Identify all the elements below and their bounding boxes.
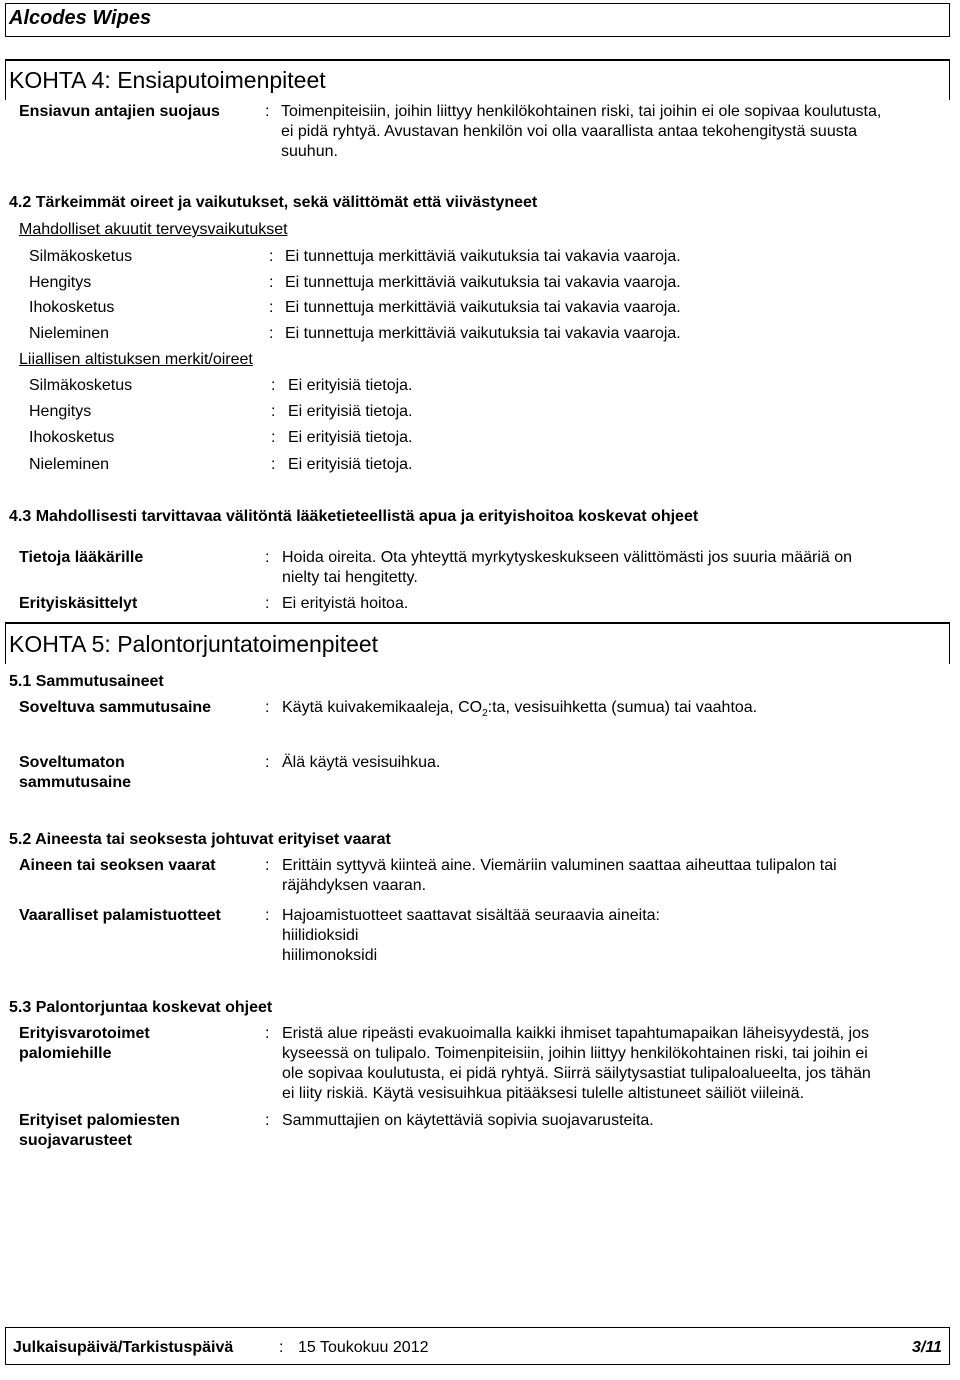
acute-skin-label: Ihokosketus [29,299,115,316]
first-aid-protection-text-1: Toimenpiteisiin, joihin liittyy henkilökohtainen riski, tai joihin ei ole sopivaa koulutusta, [281,103,882,120]
firefighter-precautions-text-3: ole sopivaa koulutusta, ei pidä ryhtyä. Siirrä säilytysastiat tulipaloalueelta, jos tähän [282,1065,871,1082]
firefighter-precautions-text-1: Eristä alue ripeästi evakuoimalla kaikki ihmiset tapahtumapaikan läheisyydestä, jos [282,1025,869,1042]
over-ingestion-label: Nieleminen [29,456,110,473]
subsection-5-2-title: 5.2 Aineesta tai seoksesta johtuvat erityiset vaarat [9,831,391,848]
subsection-4-3-title: 4.3 Mahdollisesti tarvittavaa välitöntä lääketieteellistä apua ja erityishoitoa koskevat ohjeet [9,508,699,525]
colon: : [271,403,276,420]
combustion-products-text-1: Hajoamistuotteet saattavat sisältää seuraavia aineita: [282,907,660,924]
firefighter-precautions-label-1: Erityisvarotoimet [19,1025,150,1042]
hazard-label: Aineen tai seoksen vaarat [19,857,216,874]
subsection-5-3-title: 5.3 Palontorjuntaa koskevat ohjeet [9,999,273,1016]
footer-page-number: 3/11 [912,1339,942,1356]
footer-date-label: Julkaisupäivä/Tarkistuspäivä [13,1339,234,1356]
hazard-text-1: Erittäin syttyvä kiinteä aine. Viemäriin valuminen saattaa aiheuttaa tulipalon tai [282,857,837,874]
over-skin-value: Ei erityisiä tietoja. [288,429,413,446]
colon: : [269,299,274,316]
suitable-media-text [282,698,757,724]
colon: : [265,1112,270,1129]
firefighter-precautions-text-2: kyseessä on tulipalo. Toimenpiteisiin, joihin liittyy henkilökohtainen riski, tai joihin ei [282,1045,868,1062]
colon: : [271,456,276,473]
acute-effects-title: Mahdolliset akuutit terveysvaikutukset [19,221,288,238]
colon: : [269,274,274,291]
suitable-media-text-b: :ta, vesisuihketta (sumua) tai vaahtoa. [487,699,758,716]
special-treatment-label: Erityiskäsittelyt [19,595,138,612]
over-ingestion-value: Ei erityisiä tietoja. [288,456,413,473]
doctor-label: Tietoja lääkärille [19,549,144,566]
over-skin-label: Ihokosketus [29,429,115,446]
product-name: Alcodes Wipes [9,7,152,29]
doctor-text-1: Hoida oireita. Ota yhteyttä myrkytyskeskukseen välittömästi jos suuria määriä on [282,549,853,566]
over-inhalation-value: Ei erityisiä tietoja. [288,403,413,420]
subsection-4-2-title: 4.2 Tärkeimmät oireet ja vaikutukset, sekä välittömät että viivästyneet [9,194,538,211]
first-aid-protection-label: Ensiavun antajien suojaus [19,103,220,120]
doctor-text-2: nielty tai hengitetty. [282,569,418,586]
hazard-text-2: räjähdyksen vaaran. [282,877,427,894]
combustion-products-label: Vaaralliset palamistuotteet [19,907,221,924]
colon: : [271,429,276,446]
suitable-media-label: Soveltuva sammutusaine [19,699,212,716]
first-aid-protection-text-3: suuhun. [281,143,338,160]
acute-skin-value: Ei tunnettuja merkittäviä vaikutuksia tai vakavia vaaroja. [285,299,681,316]
over-inhalation-label: Hengitys [29,403,92,420]
colon: : [279,1339,284,1356]
first-aid-protection-text-2: ei pidä ryhtyä. Avustavan henkilön voi olla vaarallista antaa tekohengitystä suusta [281,123,858,140]
acute-eye-value: Ei tunnettuja merkittäviä vaikutuksia tai vakavia vaaroja. [285,248,681,265]
section-4-title: KOHTA 4: Ensiaputoimenpiteet [9,67,326,93]
colon: : [269,325,274,342]
colon: : [265,549,270,566]
colon: : [265,907,270,924]
colon: : [265,699,270,716]
subsection-5-1-title: 5.1 Sammutusaineet [9,673,164,690]
unsuitable-media-label-2: sammutusaine [19,774,132,791]
firefighter-precautions-label-2: palomiehille [19,1045,112,1062]
colon: : [265,595,270,612]
unsuitable-media-label-1: Soveltumaton [19,754,125,771]
suitable-media-text-a: Käytä kuivakemikaaleja, CO [282,699,483,716]
over-eye-value: Ei erityisiä tietoja. [288,377,413,394]
overexposure-title: Liiallisen altistuksen merkit/oireet [19,351,253,368]
section-5-title: KOHTA 5: Palontorjuntatoimenpiteet [9,631,379,657]
colon: : [269,248,274,265]
special-treatment-text: Ei erityistä hoitoa. [282,595,409,612]
acute-inhalation-value: Ei tunnettuja merkittäviä vaikutuksia tai vakavia vaaroja. [285,274,681,291]
combustion-products-text-2: hiilidioksidi [282,927,359,944]
colon: : [265,857,270,874]
suitable-media-subscript: 2 [482,708,488,720]
colon: : [271,377,276,394]
firefighter-precautions-text-4: ei liity riskiä. Käytä vesisuihkua pitääksesi tulelle altistuneet säiliöt viileinä. [282,1085,805,1102]
colon: : [265,1025,270,1042]
colon: : [265,103,270,120]
protective-equipment-label-1: Erityiset palomiesten [19,1112,180,1129]
acute-eye-label: Silmäkosketus [29,248,133,265]
acute-ingestion-value: Ei tunnettuja merkittäviä vaikutuksia tai vakavia vaaroja. [285,325,681,342]
protective-equipment-text: Sammuttajien on käytettäviä sopivia suojavarusteita. [282,1112,654,1129]
combustion-products-text-3: hiilimonoksidi [282,947,378,964]
unsuitable-media-text: Älä käytä vesisuihkua. [282,754,441,771]
acute-inhalation-label: Hengitys [29,274,92,291]
acute-ingestion-label: Nieleminen [29,325,110,342]
protective-equipment-label-2: suojavarusteet [19,1132,132,1149]
footer-date-value: 15 Toukokuu 2012 [298,1339,429,1356]
over-eye-label: Silmäkosketus [29,377,133,394]
colon: : [265,754,270,771]
